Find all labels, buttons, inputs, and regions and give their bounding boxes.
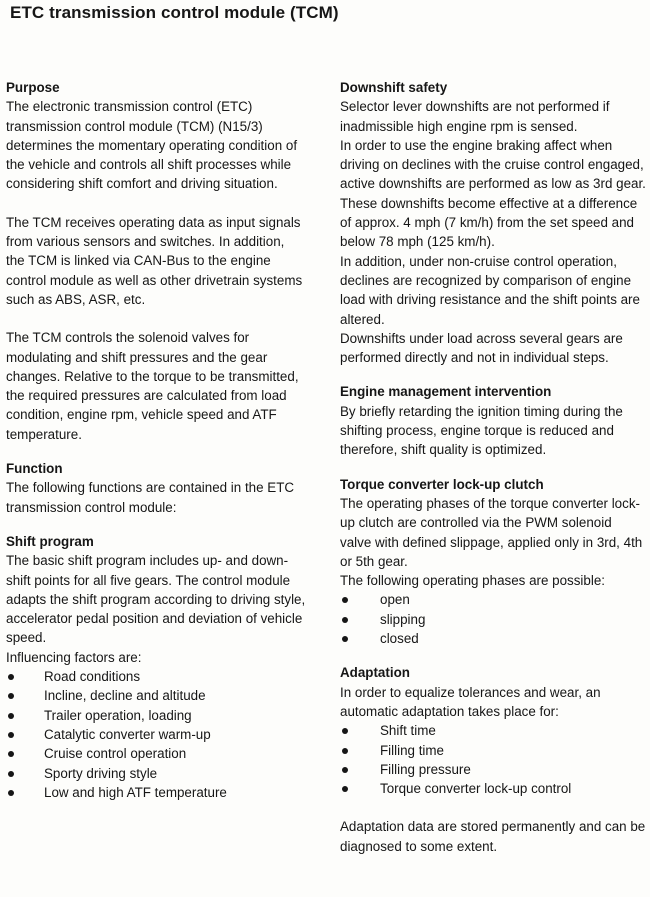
adaptation-list xyxy=(340,721,646,798)
list-item: Sporty driving style xyxy=(6,764,306,783)
operating-phases-intro: The following operating phases are possible: xyxy=(340,573,606,589)
list-item: Trailer operation, loading xyxy=(6,706,306,725)
function-paragraph: The following functions are contained in the ETC transmission control module: xyxy=(6,480,295,515)
adaptation-paragraph-1: In order to equalize tolerances and wear, an automatic adaptation takes place for: xyxy=(340,684,601,719)
purpose-paragraph-2: The TCM receives operating data as input signals from various sensors and switches. In addition, the TCM is linked via CAN-Bus to the engine control module as well as other drivetrain systems such as ABS, ASR, etc. xyxy=(6,214,303,307)
list-item: Torque converter lock-up control xyxy=(340,779,646,798)
list-item: slipping xyxy=(340,610,646,629)
torque-converter-heading: Torque converter lock-up clutch xyxy=(340,476,544,492)
shift-program-heading: Shift program xyxy=(6,533,94,549)
purpose-paragraph-3: The TCM controls the solenoid valves for modulating and shift pressures and the gear changes. Relative to the torque to be transmitted, the required pressures are calculated from load condition, engine rpm, vehicle speed and ATF temperature. xyxy=(6,330,299,442)
function-heading: Function xyxy=(6,461,63,477)
torque-converter-paragraph: The operating phases of the torque converter lock-up clutch are controlled via the PWM solenoid valve with defined slippage, applied only in 3rd, 4th or 5th gear. xyxy=(340,495,643,569)
page-title: ETC transmission control module (TCM) xyxy=(10,3,339,22)
list-item: Cruise control operation xyxy=(6,744,306,763)
list-item: open xyxy=(340,590,646,609)
list-item: Catalytic converter warm-up xyxy=(6,725,306,744)
list-item: Incline, decline and altitude xyxy=(6,686,306,705)
adaptation-paragraph-2: Adaptation data are stored permanently and can be diagnosed to some extent. xyxy=(340,819,646,854)
list-item: Road conditions xyxy=(6,667,306,686)
list-item: Low and high ATF temperature xyxy=(6,783,306,802)
operating-phases-list xyxy=(340,590,646,648)
purpose-paragraph-1: The electronic transmission control (ETC) transmission control module (TCM) (N15/3) determines the momentary operating condition of the vehicle and controls all shift processes while considering shift comfort and driving situation. xyxy=(6,99,298,192)
list-item: Shift time xyxy=(340,721,646,740)
downshift-paragraph-5: Downshifts under load across several gears are performed directly and not in individual steps. xyxy=(340,330,623,366)
downshift-paragraph-1: Selector lever downshifts are not performed if inadmissible high engine rpm is sensed. xyxy=(340,99,610,134)
influencing-factors-intro: Influencing factors are: xyxy=(6,649,142,665)
engine-management-heading: Engine management intervention xyxy=(340,384,552,400)
list-item: Filling time xyxy=(340,741,646,760)
downshift-safety-heading: Downshift safety xyxy=(340,80,448,95)
adaptation-heading: Adaptation xyxy=(340,665,410,681)
right-column xyxy=(340,78,646,856)
engine-management-paragraph: By briefly retarding the ignition timing during the shifting process, engine torque is reduced and therefore, shift quality is optimized. xyxy=(340,403,623,458)
downshift-paragraph-4: In addition, under non-cruise control operation, declines are recognized by comparison of engine load with driving resistance and the shift points are altered. xyxy=(340,253,640,327)
shift-program-paragraph: The basic shift program includes up- and down-shift points for all five gears. The control module adapts the shift program according to driving style, accelerator pedal position and deviation of vehicle speed. xyxy=(6,553,306,646)
downshift-paragraph-3: These downshifts become effective at a difference of approx. 4 mph (7 km/h) from the set speed and below 78 mph (125 km/h). xyxy=(340,195,638,250)
list-item: Filling pressure xyxy=(340,760,646,779)
list-item: closed xyxy=(340,629,646,648)
downshift-paragraph-2: In order to use the engine braking affect when driving on declines with the cruise control engaged, active downshifts are performed as low as 3rd gear. xyxy=(340,137,646,192)
left-column xyxy=(6,78,306,802)
purpose-heading: Purpose xyxy=(6,80,60,95)
influencing-factors-list xyxy=(6,667,306,802)
